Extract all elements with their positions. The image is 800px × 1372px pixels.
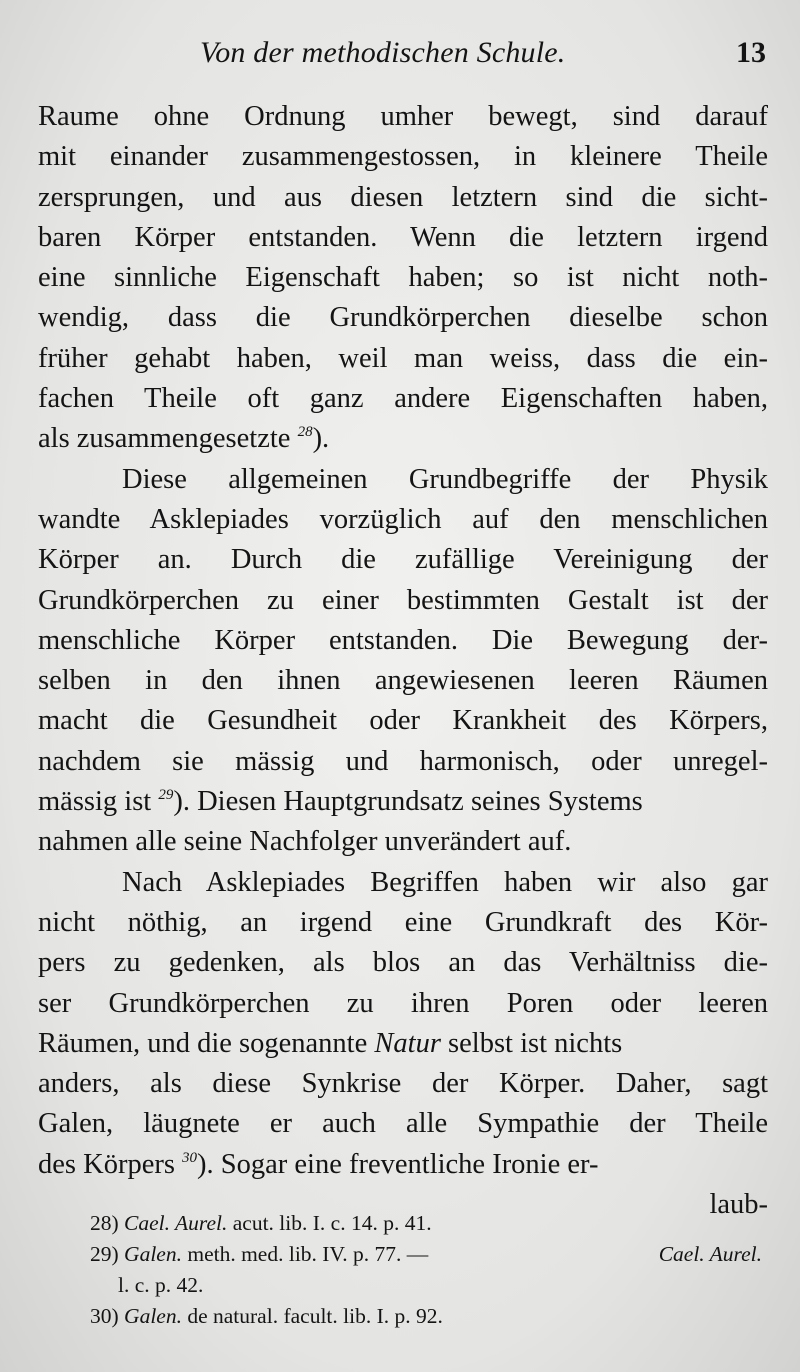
text-line: pers zu gedenken, als blos an das Verhältniss die- (38, 947, 768, 979)
page-number: 13 (736, 36, 766, 69)
footnote-reference: acut. lib. I. c. 14. p. 41. (227, 1211, 432, 1235)
text-segment: selbst ist nichts (440, 1027, 623, 1059)
text-segment: des Körpers (38, 1148, 175, 1180)
footnote-28 (90, 1208, 762, 1239)
footnote-reference: meth. med. lib. IV. p. 77. — (181, 1242, 429, 1266)
text-line: wendig, dass die Grundkörperchen dieselbe schon (38, 302, 768, 334)
text-segment: mässig ist (38, 786, 152, 818)
text-line: selben in den ihnen angewiesenen leeren Räumen (38, 665, 768, 697)
text-segment: als zusammengesetzte (38, 423, 291, 455)
footnote-source: Galen. (124, 1242, 182, 1266)
text-segment: Räumen, und die sogenannte (38, 1027, 375, 1059)
running-title: Von der methodischen Schule. (200, 36, 566, 69)
text-line: zersprungen, und aus diesen letztern sind die sicht- (38, 181, 768, 213)
footnote-number: 29) (90, 1242, 119, 1266)
text-line: fachen Theile oft ganz andere Eigenschaften haben, (38, 383, 768, 415)
text-line: nicht nöthig, an irgend eine Grundkraft des Kör- (38, 906, 768, 938)
text-line: mit einander zusammengestossen, in kleinere Theile (38, 141, 768, 173)
text-line: früher gehabt haben, weil man weiss, dass die ein- (38, 342, 768, 374)
footnote-29-continuation: l. c. p. 42. (118, 1273, 204, 1297)
text-line (38, 782, 768, 822)
text-line (38, 1145, 768, 1185)
footnote-ref-30: 30 (182, 1149, 198, 1166)
footnotes (90, 1208, 762, 1332)
text-line: menschliche Körper entstanden. Die Bewegung der- (38, 624, 768, 656)
page-header (0, 30, 800, 78)
footnote-ref-29: 29 (158, 787, 174, 804)
text-line: Körper an. Durch die zufällige Vereinigung der (38, 544, 768, 576)
text-segment: ). (312, 423, 330, 455)
text-line: nachdem sie mässig und harmonisch, oder unregel- (38, 745, 768, 777)
footnote-source: Galen. (124, 1304, 182, 1328)
body-text (38, 97, 768, 1225)
catchword: laub- (709, 1189, 768, 1221)
text-line: Nach Asklepiades Begriffen haben wir also gar (122, 866, 768, 898)
paragraph-2 (38, 460, 768, 863)
text-line: ser Grundkörperchen zu ihren Poren oder leeren (38, 987, 768, 1019)
footnote-source: Cael. Aurel. (124, 1211, 228, 1235)
paragraph-3 (38, 863, 768, 1226)
footnote-29 (90, 1239, 762, 1270)
text-line: nahmen alle seine Nachfolger unverändert auf. (38, 826, 572, 858)
text-line: Grundkörperchen zu einer bestimmten Gestalt ist der (38, 584, 768, 616)
footnote-ref-28: 28 (297, 424, 313, 441)
italic-term: Natur (374, 1027, 441, 1059)
paragraph-1 (38, 97, 768, 460)
text-segment: ). Diesen Hauptgrundsatz seines Systems (173, 786, 643, 818)
text-line: wandte Asklepiades vorzüglich auf den menschlichen (38, 503, 768, 535)
text-line: macht die Gesundheit oder Krankheit des Körpers, (38, 705, 768, 737)
footnote-number: 28) (90, 1211, 119, 1235)
footnote-30 (90, 1301, 762, 1332)
text-line (38, 1024, 768, 1064)
text-line (38, 419, 768, 459)
footnote-number: 30) (90, 1304, 119, 1328)
text-line: Raume ohne Ordnung umher bewegt, sind darauf (38, 101, 768, 132)
text-segment: ). Sogar eine freventliche Ironie er- (197, 1148, 599, 1180)
text-line: baren Körper entstanden. Wenn die letztern irgend (38, 221, 768, 253)
text-line: Diese allgemeinen Grundbegriffe der Physik (122, 463, 768, 495)
text-line: anders, als diese Synkrise der Körper. Daher, sagt (38, 1068, 768, 1100)
text-line: eine sinnliche Eigenschaft haben; so ist nicht noth- (38, 262, 768, 294)
text-line: Galen, läugnete er auch alle Sympathie der Theile (38, 1108, 768, 1140)
footnote-reference: de natural. facult. lib. I. p. 92. (181, 1304, 443, 1328)
footnote-source: Cael. Aurel. (658, 1242, 762, 1266)
